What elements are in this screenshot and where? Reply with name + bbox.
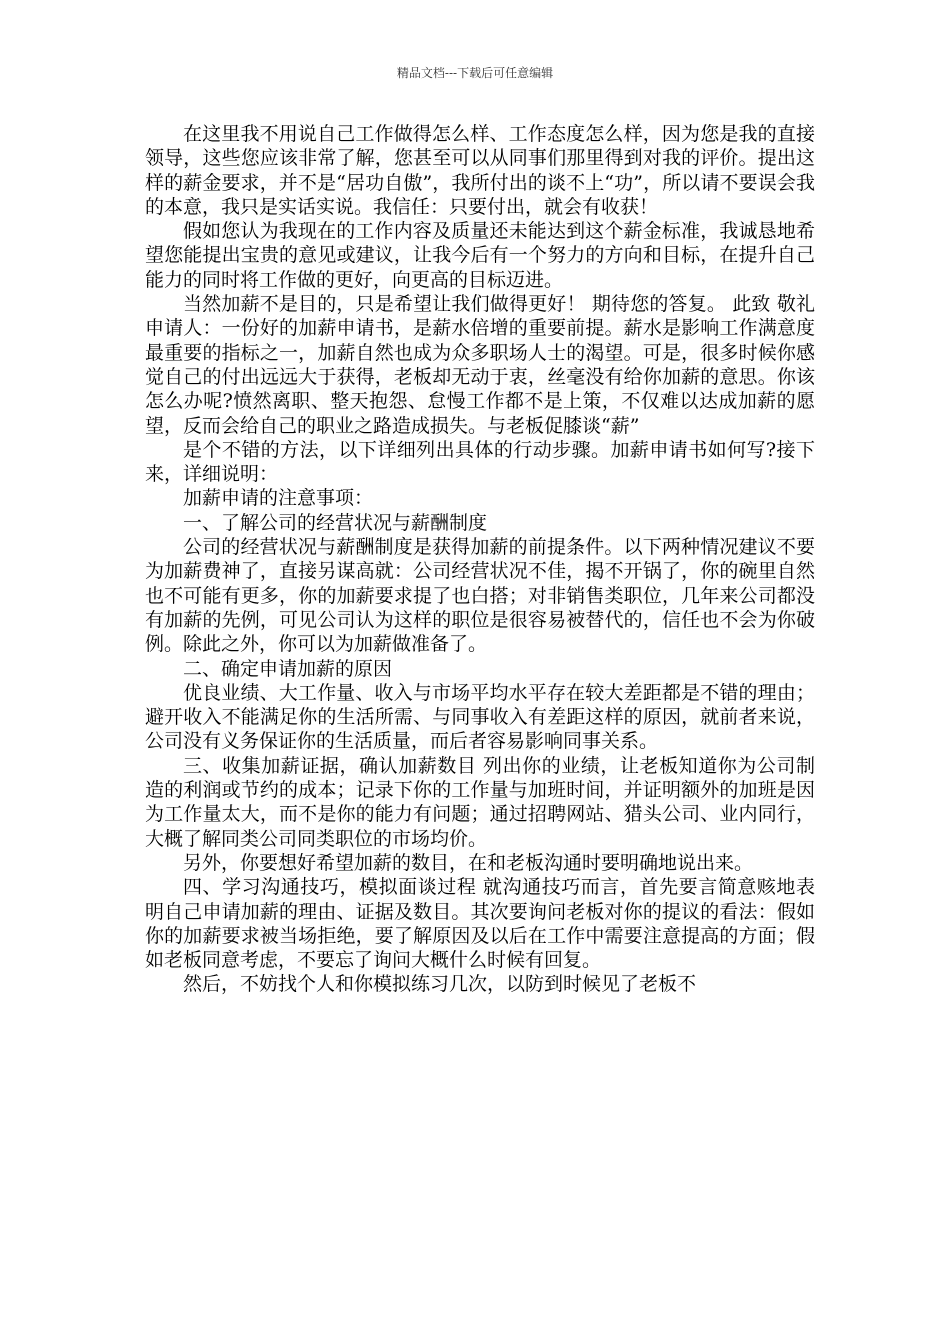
paragraph: 然后，不妨找个人和你模拟练习几次，以防到时候见了老板不 xyxy=(183,973,697,996)
paragraph: 另外，你要想好希望加薪的数目，在和老板沟通时要明确地说出来。 xyxy=(183,851,754,874)
paragraph: 三、收集加薪证据，确认加薪数目 列出你的业绩，让老板知道你为公司制造的利润或节约的成本；记录下你的工作量与加班时间，并证明额外的加班是因为工作量太大，而不是你的能力有问题；通过招聘网站、猎头公司、业内同行，大概了解同类公司同类职位的市场均价。 xyxy=(145,754,815,850)
paragraph: 是个不错的方法，以下详细列出具体的行动步骤。加薪申请书如何写?接下来，详细说明： xyxy=(145,438,815,486)
paragraph: 假如您认为我现在的工作内容及质量还未能达到这个薪金标准，我诚恳地希望您能提出宝贵的意见或建议，让我今后有一个努力的方向和目标，在提升自己能力的同时将工作做的更好，向更高的目标迈进。 xyxy=(145,220,815,291)
paragraph: 加薪申请的注意事项： xyxy=(183,487,374,510)
paragraph: 优良业绩、大工作量、收入与市场平均水平存在较大差距都是不错的理由；避开收入不能满足你的生活所需、与同事收入有差距这样的原因，就前者来说，公司没有义务保证你的生活质量，而后者容易影响同事关系。 xyxy=(145,681,815,753)
paragraph: 当然加薪不是目的，只是希望让我们做得更好！ 期待您的答复。 此致 敬礼 申请人：一份好的加薪申请书，是薪水倍增的重要前提。薪水是影响工作满意度最重要的指标之一，加薪自然也成为众多职场人士的渴望。可是，很多时候你感觉自己的付出远远大于获得，老板却无动于衷，丝毫没有给你加薪的意思。你该怎么办呢?愤然离职、整天抱怨、怠慢工作都不是上策，不仅难以达成加薪的愿望，反而会给自己的职业之路造成损失。与老板促膝谈“薪” xyxy=(145,293,815,437)
section-heading: 一、了解公司的经营状况与薪酬制度 xyxy=(183,511,488,534)
document-body xyxy=(145,122,815,997)
paragraph: 四、学习沟通技巧，模拟面谈过程 就沟通技巧而言，首先要言简意赅地表明自己申请加薪的理由、证据及数目。其次要询问老板对你的提议的看法：假如你的加薪要求被当场拒绝，要了解原因及以后在工作中需要注意提高的方面；假如老板同意考虑，不要忘了询问大概什么时候有回复。 xyxy=(145,876,815,972)
paragraph: 在这里我不用说自己工作做得怎么样、工作态度怎么样，因为您是我的直接领导，这些您应该非常了解，您甚至可以从同事们那里得到对我的评价。提出这样的薪金要求，并不是“居功自傲”，我所付出的谈不上“功”，所以请不要误会我的本意，我只是实话实说。我信任：只要付出，就会有收获！ xyxy=(145,123,815,218)
section-heading: 二、确定申请加薪的原因 xyxy=(183,657,393,680)
page-header: 精品文档---下载后可任意编辑 xyxy=(396,66,554,80)
paragraph: 公司的经营状况与薪酬制度是获得加薪的前提条件。以下两种情况建议不要为加薪费神了，直接另谋高就：公司经营状况不佳，揭不开锅了，你的碗里自然也不可能有更多，你的加薪要求提了也白搭；对非销售类职位，几年来公司都没有加薪的先例，可见公司认为这样的职位是很容易被替代的，信任也不会为你破例。除此之外，你可以为加薪做准备了。 xyxy=(145,536,815,656)
